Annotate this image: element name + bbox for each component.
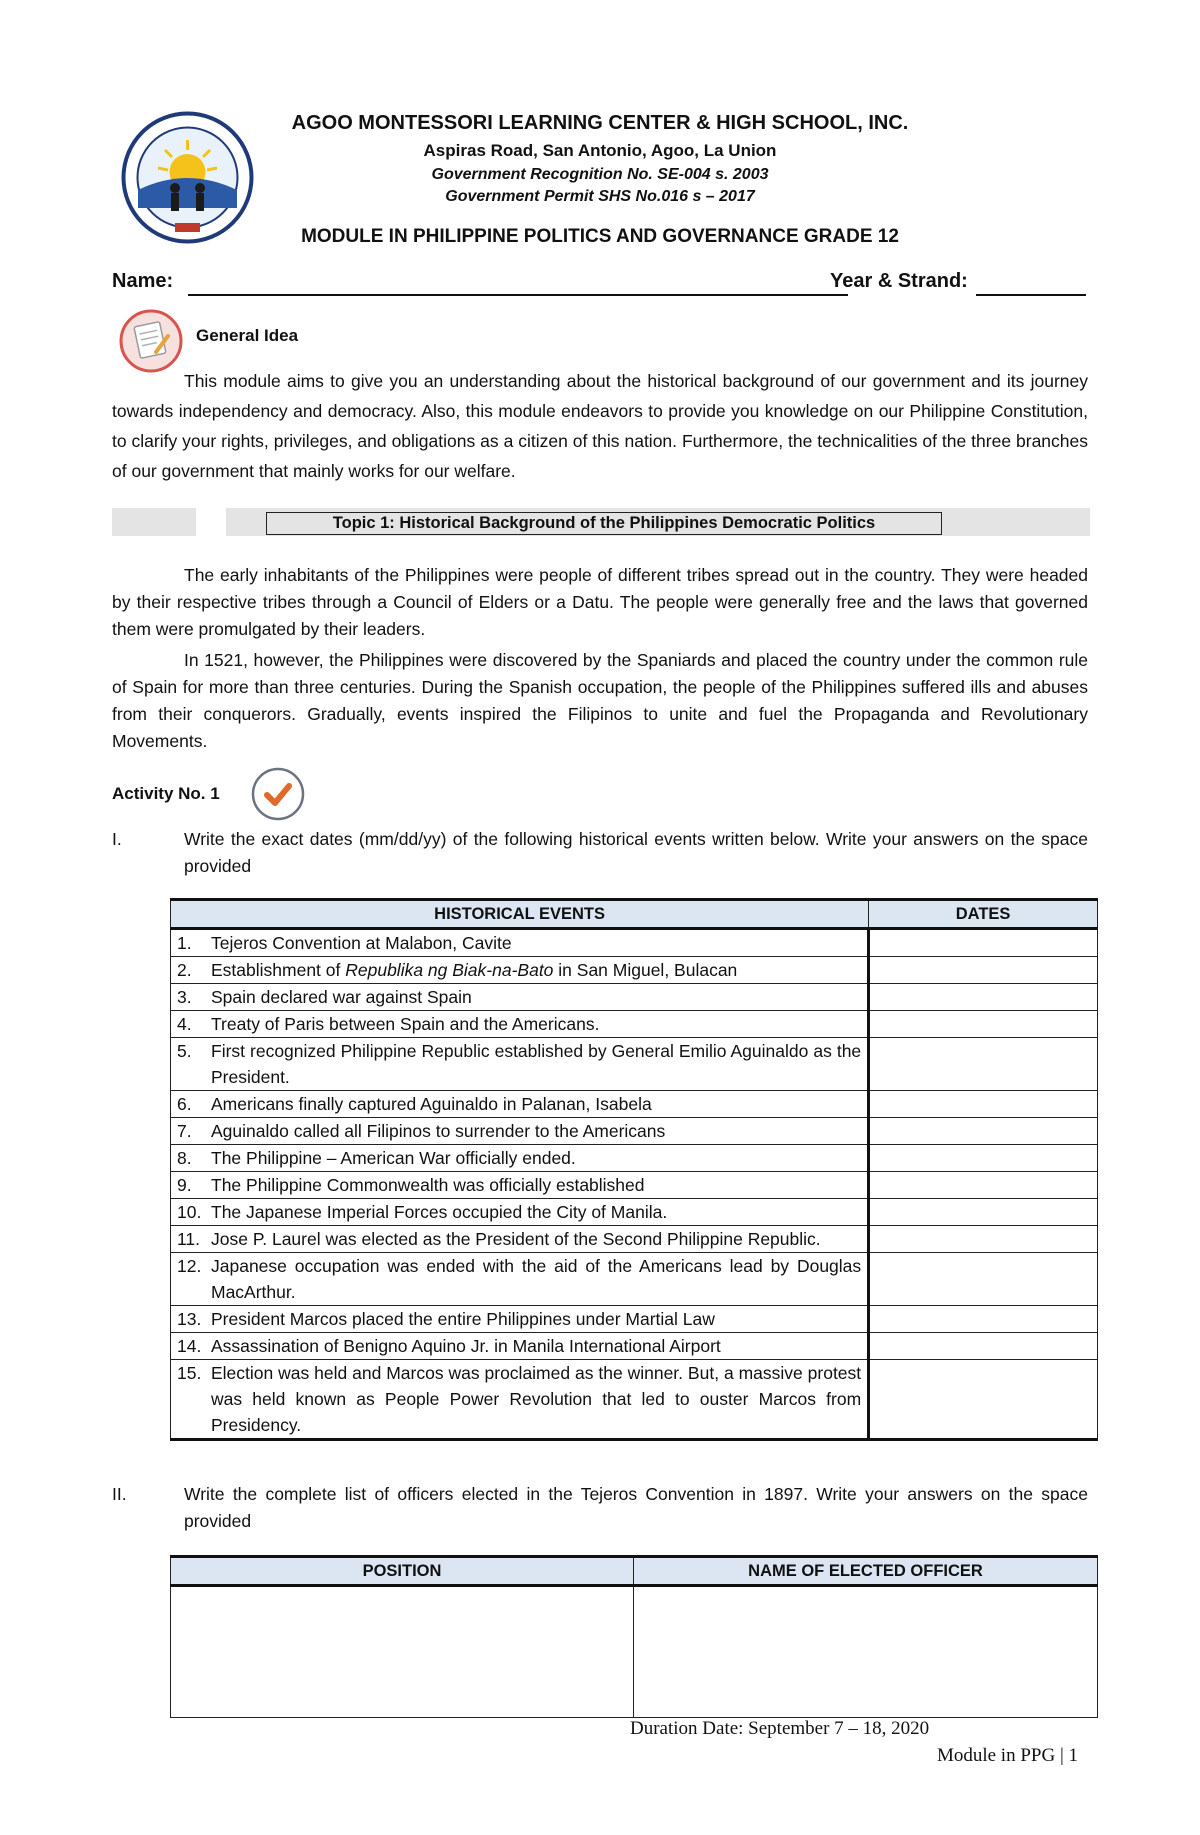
part2-instruction-text: Write the complete list of officers elected in the Tejeros Convention in 1897. Write your answers on the space provided xyxy=(184,1484,1088,1531)
table-row xyxy=(171,929,1098,957)
event-text: Jose P. Laurel was elected as the President of the Second Philippine Republic. xyxy=(211,1229,821,1249)
date-answer-cell[interactable] xyxy=(869,1091,1098,1118)
event-cell xyxy=(171,1145,869,1172)
event-cell xyxy=(171,929,869,957)
topic-bar-left xyxy=(112,508,196,536)
topic-paragraph-1: The early inhabitants of the Philippines were people of different tribes spread out in the country. They were headed by their respective tribes through a Council of Elders or a Datu. The people were generally free and the laws that governed them were promulgated by their leaders. xyxy=(112,565,1088,639)
event-number: 14. xyxy=(177,1336,202,1356)
officer-answer-cell[interactable] xyxy=(634,1586,1098,1718)
event-text: Spain declared war against Spain xyxy=(211,987,472,1007)
table-header-row xyxy=(171,1557,1098,1586)
checkmark-icon xyxy=(250,766,306,822)
part1-instruction-text: Write the exact dates (mm/dd/yy) of the following historical events written below. Write your answers on the space provided xyxy=(184,829,1088,876)
table-row xyxy=(171,1360,1098,1440)
column-header-officer: NAME OF ELECTED OFFICER xyxy=(634,1557,1098,1586)
topic-title: Topic 1: Historical Background of the Philippines Democratic Politics xyxy=(266,512,942,535)
event-text: The Japanese Imperial Forces occupied the City of Manila. xyxy=(211,1202,668,1222)
name-label: Name: xyxy=(112,270,174,292)
table-row xyxy=(171,1586,1098,1718)
event-text: The Philippine – American War officially ended. xyxy=(211,1148,576,1168)
event-text: First recognized Philippine Republic established by General Emilio Aguinaldo as the President. xyxy=(211,1041,862,1087)
part1-number: I. xyxy=(112,829,122,849)
event-number: 12. xyxy=(177,1256,202,1276)
module-title: MODULE IN PHILIPPINE POLITICS AND GOVERNANCE GRADE 12 xyxy=(301,226,899,247)
table-row xyxy=(171,1253,1098,1306)
table-row xyxy=(171,1091,1098,1118)
event-number: 15. xyxy=(177,1363,202,1383)
date-answer-cell[interactable] xyxy=(869,1011,1098,1038)
date-answer-cell[interactable] xyxy=(869,1199,1098,1226)
general-idea-text: This module aims to give you an understanding about the historical background of our government and its journey towards independency and democracy. Also, this module endeavors to provide you knowledge on our Philippine Constitution, to clarify your rights, privileges, and obligations as a citizen of this nation. Furthermore, the technicalities of the three branches of our government that mainly works for our welfare. xyxy=(112,371,1088,481)
date-answer-cell[interactable] xyxy=(869,1145,1098,1172)
duration-date: Duration Date: September 7 – 18, 2020 xyxy=(630,1718,930,1739)
column-header-events: HISTORICAL EVENTS xyxy=(171,900,869,929)
table-row xyxy=(171,957,1098,984)
historical-events-table xyxy=(170,898,1098,1441)
event-cell xyxy=(171,1226,869,1253)
date-answer-cell[interactable] xyxy=(869,1226,1098,1253)
page-footer: Module in PPG | 1 xyxy=(936,1745,1078,1766)
event-number: 10. xyxy=(177,1202,202,1222)
event-number: 9. xyxy=(177,1175,192,1195)
event-text: Americans finally captured Aguinaldo in Palanan, Isabela xyxy=(211,1094,652,1114)
name-field[interactable] xyxy=(188,294,848,296)
event-text: President Marcos placed the entire Philippines under Martial Law xyxy=(211,1309,715,1329)
event-cell xyxy=(171,1172,869,1199)
event-cell xyxy=(171,1306,869,1333)
year-strand-field[interactable] xyxy=(976,294,1086,296)
table-row xyxy=(171,1011,1098,1038)
event-cell xyxy=(171,1091,869,1118)
event-number: 5. xyxy=(177,1041,192,1061)
school-address: Aspiras Road, San Antonio, Agoo, La Union xyxy=(423,141,777,160)
date-answer-cell[interactable] xyxy=(869,1172,1098,1199)
event-cell xyxy=(171,1253,869,1306)
table-row xyxy=(171,1226,1098,1253)
date-answer-cell[interactable] xyxy=(869,957,1098,984)
date-answer-cell[interactable] xyxy=(869,984,1098,1011)
event-cell xyxy=(171,1360,869,1440)
event-cell xyxy=(171,1199,869,1226)
date-answer-cell[interactable] xyxy=(869,1038,1098,1091)
elected-officers-table xyxy=(170,1555,1098,1718)
table-header-row xyxy=(171,900,1098,929)
event-number: 6. xyxy=(177,1094,192,1114)
general-idea-label: General Idea xyxy=(196,326,299,345)
table-row xyxy=(171,984,1098,1011)
student-info-row xyxy=(112,270,1092,302)
position-answer-cell[interactable] xyxy=(171,1586,634,1718)
event-text: Tejeros Convention at Malabon, Cavite xyxy=(211,933,512,953)
table-row xyxy=(171,1172,1098,1199)
event-number: 11. xyxy=(177,1229,201,1249)
part2-instruction xyxy=(112,1481,1088,1537)
event-number: 8. xyxy=(177,1148,192,1168)
date-answer-cell[interactable] xyxy=(869,1333,1098,1360)
date-answer-cell[interactable] xyxy=(869,1306,1098,1333)
date-answer-cell[interactable] xyxy=(869,1118,1098,1145)
table-row xyxy=(171,1118,1098,1145)
event-text: Japanese occupation was ended with the aid of the Americans lead by Douglas MacArthur. xyxy=(211,1256,862,1302)
column-header-dates: DATES xyxy=(869,900,1098,929)
event-cell xyxy=(171,1011,869,1038)
school-header xyxy=(260,112,940,210)
event-text: Aguinaldo called all Filipinos to surrender to the Americans xyxy=(211,1121,666,1141)
part1-instruction xyxy=(112,826,1088,882)
date-answer-cell[interactable] xyxy=(869,1253,1098,1306)
activity-label: Activity No. 1 xyxy=(112,784,220,803)
date-answer-cell[interactable] xyxy=(869,1360,1098,1440)
school-name: AGOO MONTESSORI LEARNING CENTER & HIGH SCHOOL, INC. xyxy=(291,112,909,134)
topic-paragraph-2: In 1521, however, the Philippines were discovered by the Spaniards and placed the country under the common rule of Spain for more than three centuries. During the Spanish occupation, the people of the Philippines suffered ills and abuses from their conquerors. Gradually, events inspired the Filipinos to unite and fuel the Propaganda and Revolutionary Movements. xyxy=(112,650,1088,751)
school-logo-icon xyxy=(120,110,255,245)
table-row xyxy=(171,1038,1098,1091)
topic-bar-right xyxy=(1018,508,1090,536)
table-row xyxy=(171,1145,1098,1172)
event-text: Establishment of Republika ng Biak-na-Bato in San Miguel, Bulacan xyxy=(211,960,738,980)
event-number: 1. xyxy=(177,933,192,953)
event-number: 3. xyxy=(177,987,192,1007)
event-text: Election was held and Marcos was proclaimed as the winner. But, a massive protest was held known as People Power Revolution that led to ouster Marcos from Presidency. xyxy=(211,1363,862,1435)
event-cell xyxy=(171,984,869,1011)
events-table-body xyxy=(171,929,1098,1440)
table-row xyxy=(171,1306,1098,1333)
event-number: 13. xyxy=(177,1309,202,1329)
table-row xyxy=(171,1333,1098,1360)
event-number: 7. xyxy=(177,1121,192,1141)
year-strand-label: Year & Strand: xyxy=(830,270,968,292)
event-number: 4. xyxy=(177,1014,192,1034)
event-cell xyxy=(171,1118,869,1145)
event-text: Treaty of Paris between Spain and the Americans. xyxy=(211,1014,600,1034)
event-text: The Philippine Commonwealth was officially established xyxy=(211,1175,645,1195)
government-recognition: Government Recognition No. SE-004 s. 2003 xyxy=(431,166,769,183)
government-permit: Government Permit SHS No.016 s – 2017 xyxy=(445,188,755,205)
table-row xyxy=(171,1199,1098,1226)
column-header-position: POSITION xyxy=(171,1557,634,1586)
event-text: Assassination of Benigno Aquino Jr. in Manila International Airport xyxy=(211,1336,721,1356)
event-cell xyxy=(171,957,869,984)
part2-number: II. xyxy=(112,1484,127,1504)
date-answer-cell[interactable] xyxy=(869,929,1098,957)
event-number: 2. xyxy=(177,960,192,980)
notepad-icon xyxy=(118,308,184,374)
event-cell xyxy=(171,1038,869,1091)
event-cell xyxy=(171,1333,869,1360)
